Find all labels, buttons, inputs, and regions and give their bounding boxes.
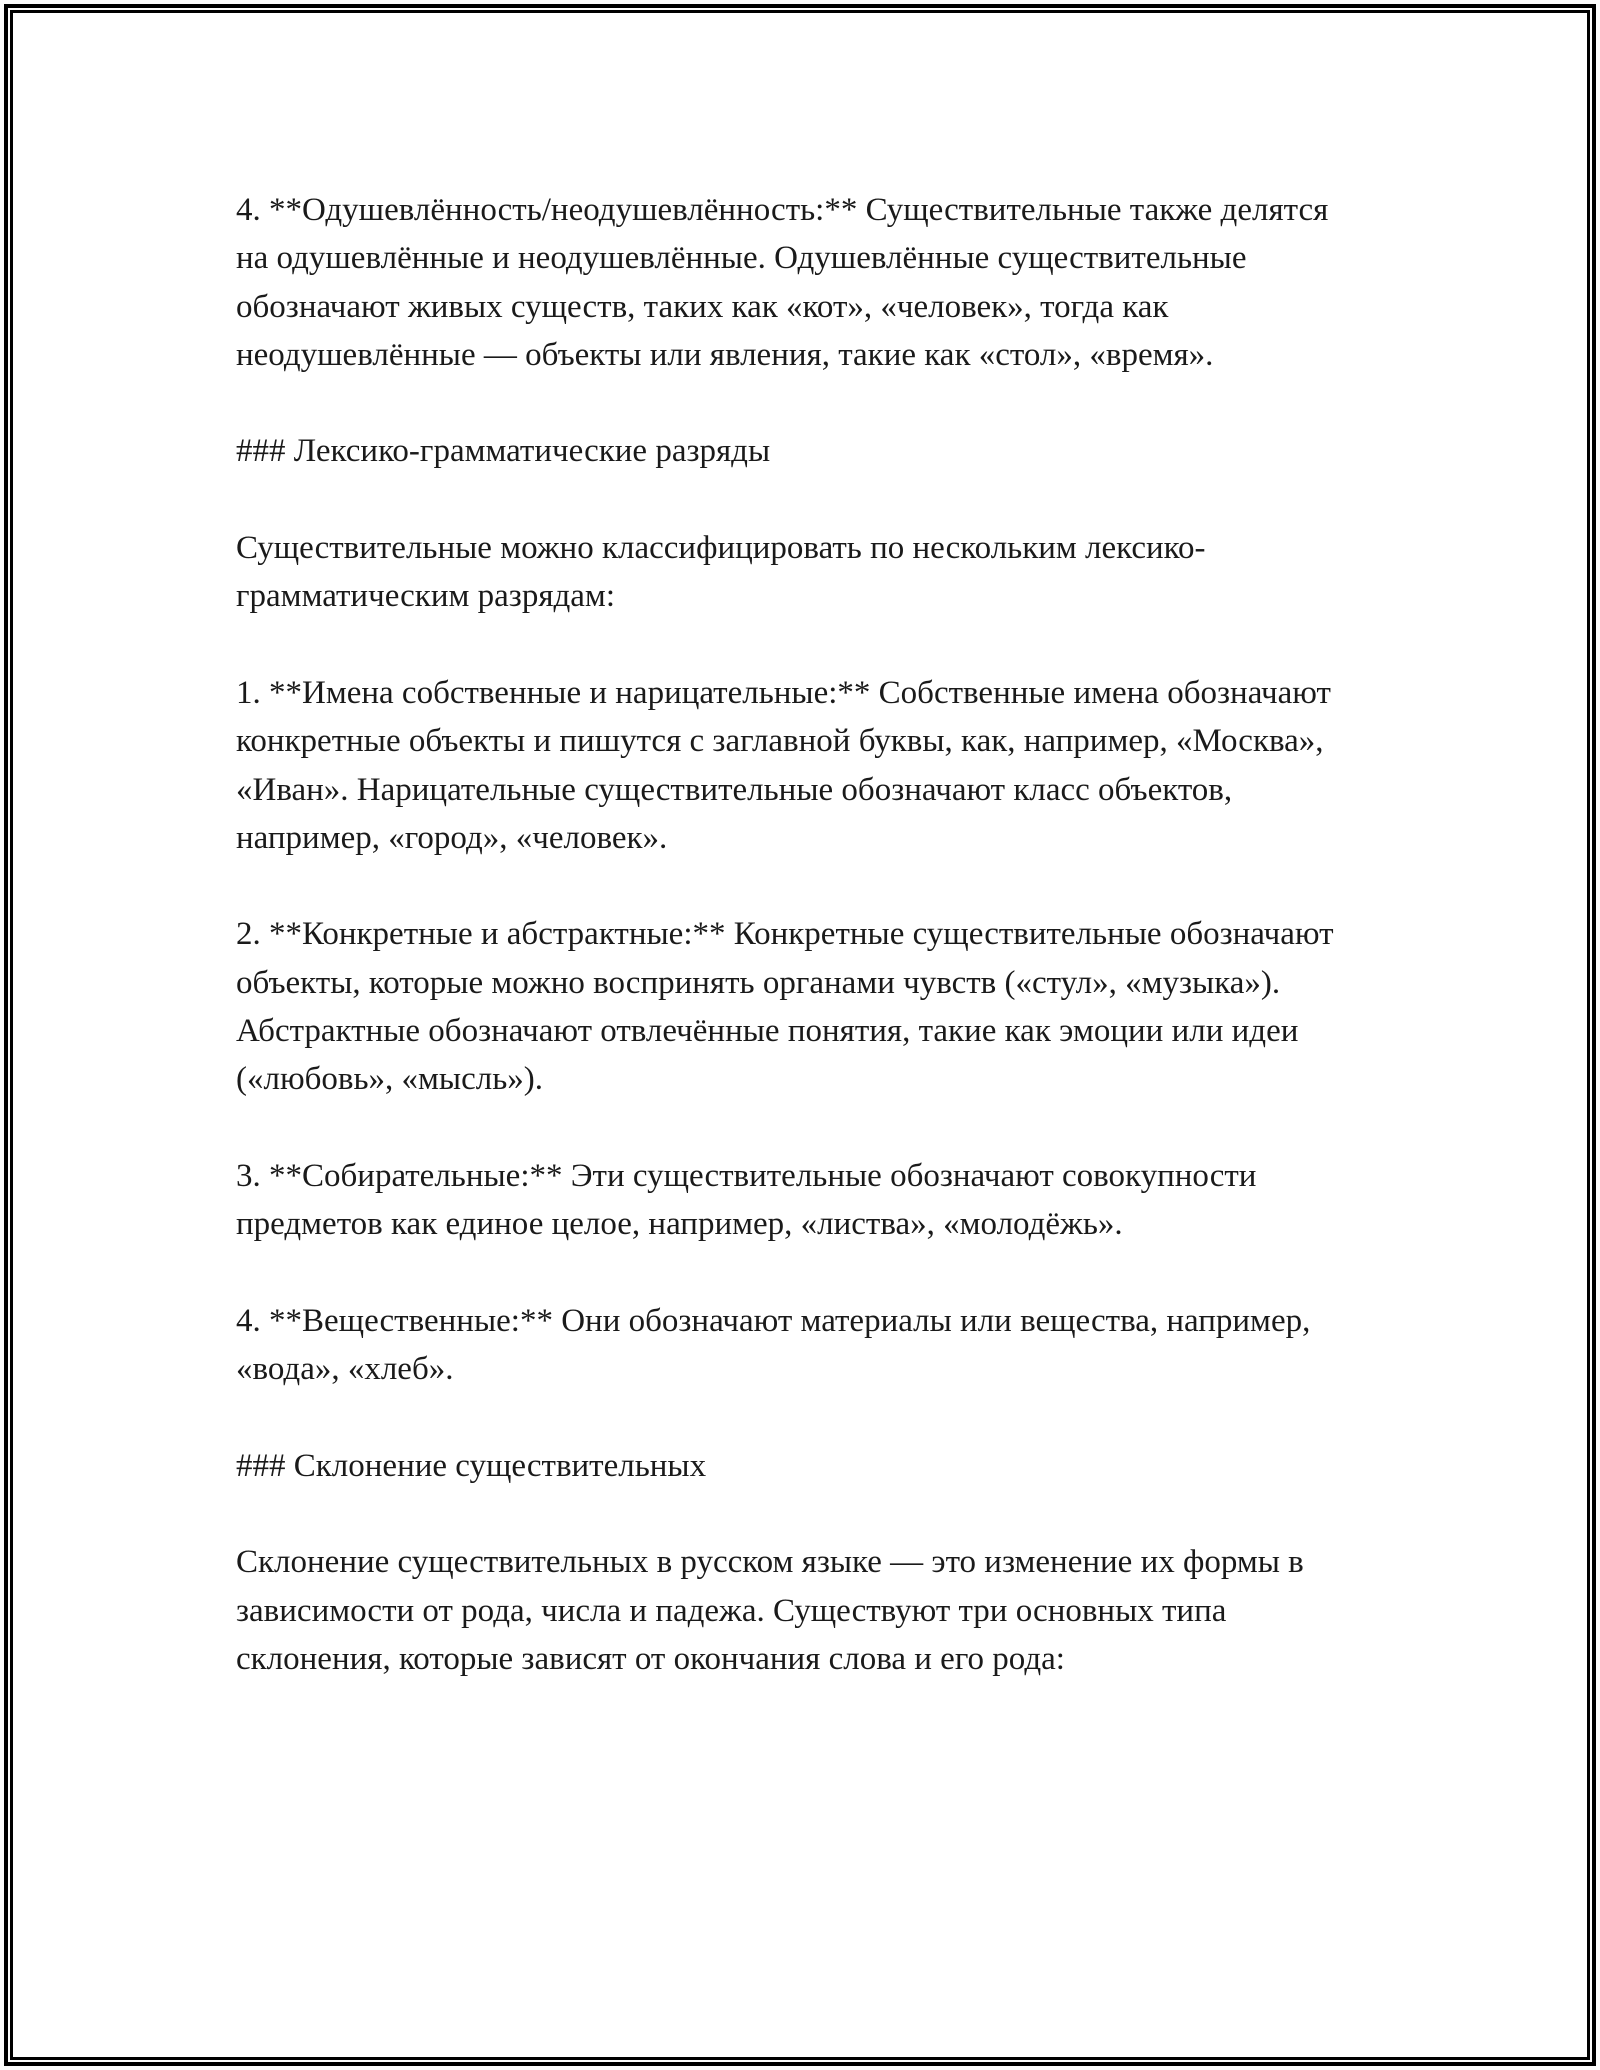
paragraph-proper-common: 1. **Имена собственные и нарицательные:** Собственные имена обозначают конкретные объекты и пишутся с заглавной буквы, как, например, «Москва», «Иван». Нарицательные существительные обозначают класс объектов, например, «город», «человек». [236, 674, 1331, 856]
paragraph-animacy: 4. **Одушевлённость/неодушевлённость:** Существительные также делятся на одушевлённые и неодушевлённые. Одушевлённые существительные обозначают живых существ, таких как «кот», «человек», тогда как неодушевлённые — объекты или явления, такие как «стол», «время». [236, 192, 1329, 373]
document-body [236, 186, 1356, 1732]
heading-declension: ### Склонение существительных [236, 1447, 707, 1484]
paragraph-concrete-abstract: 2. **Конкретные и абстрактные:** Конкретные существительные обозначают объекты, которые можно воспринять органами чувств («стул», «музыка»). Абстрактные обозначают отвлечённые понятия, такие как эмоции или идеи («любовь», «мысль»). [236, 916, 1334, 1098]
paragraph-classification-intro: Существительные можно классифицировать по нескольким лексико-грамматическим разрядам: [236, 530, 1206, 615]
paragraph-collective: 3. **Собирательные:** Эти существительные обозначают совокупности предметов как единое целое, например, «листва», «молодёжь». [236, 1157, 1257, 1243]
paragraph-material: 4. **Вещественные:** Они обозначают материалы или вещества, например, «вода», «хлеб». [236, 1302, 1311, 1388]
paragraph-declension: Склонение существительных в русском языке — это изменение их формы в зависимости от рода, числа и падежа. Существуют три основных типа склонения, которые зависят от окончания слова и его рода: [236, 1544, 1304, 1677]
heading-lexical-categories: ### Лексико-грамматические разряды [236, 433, 771, 470]
